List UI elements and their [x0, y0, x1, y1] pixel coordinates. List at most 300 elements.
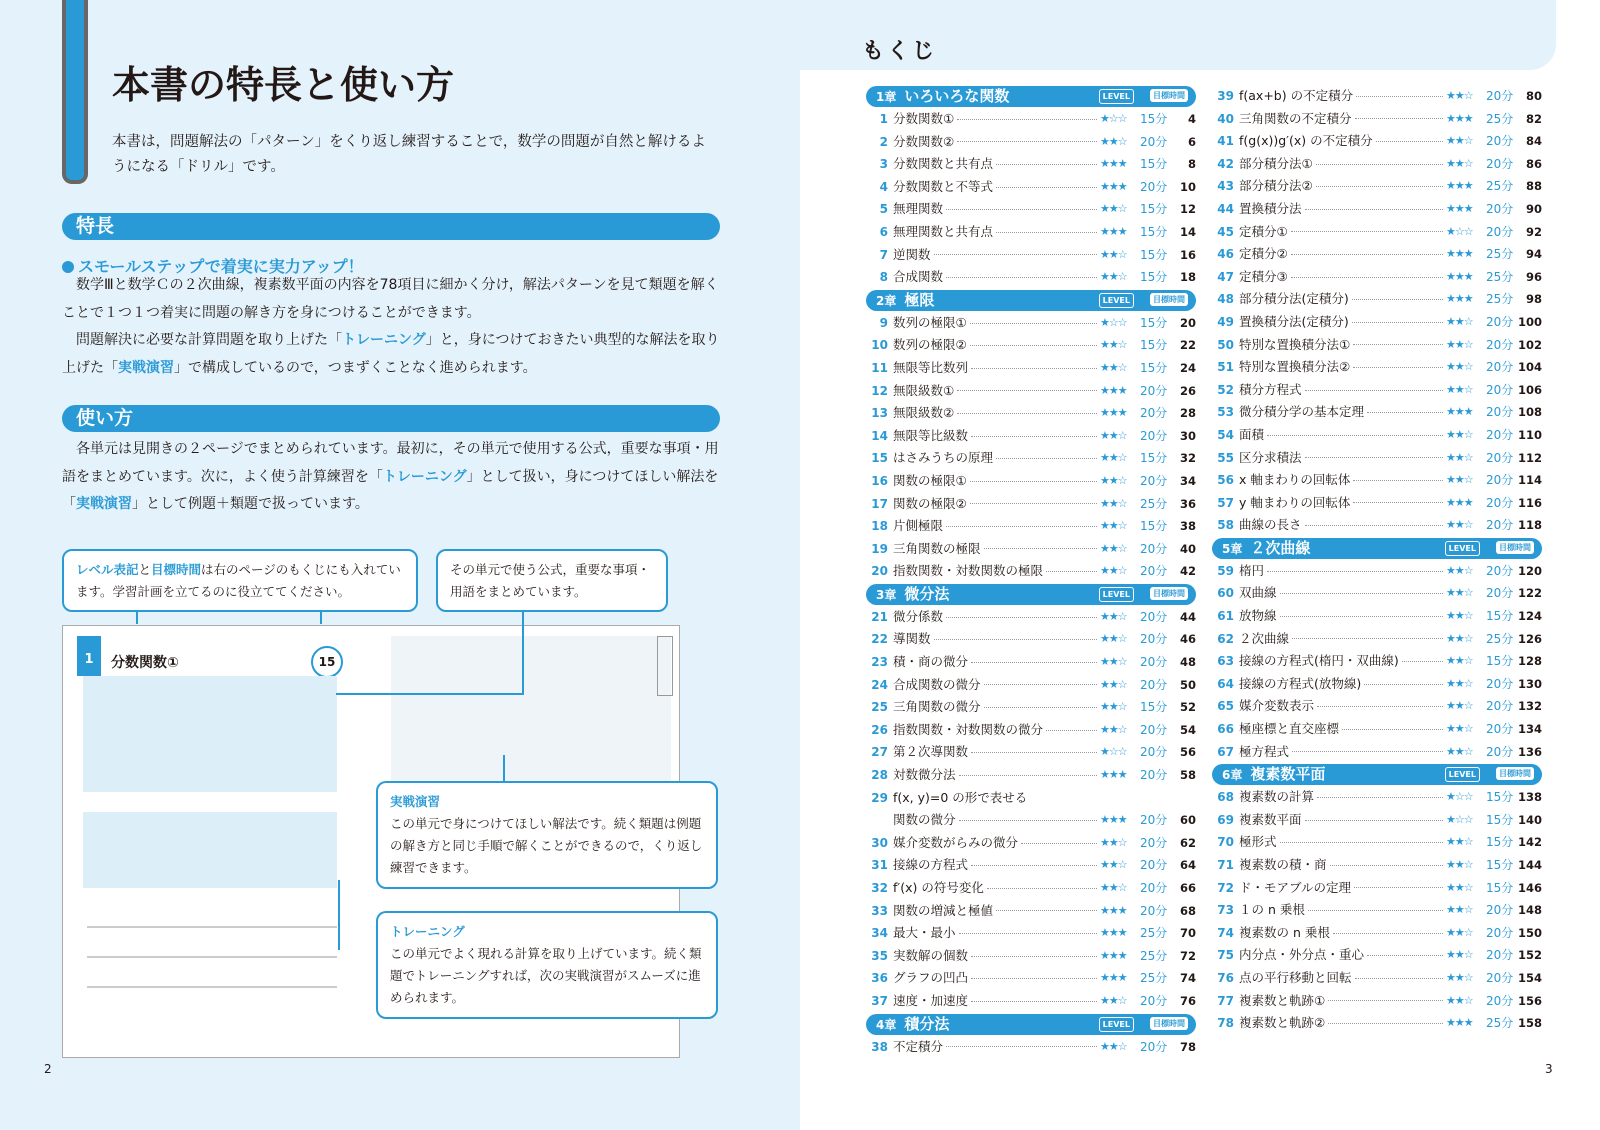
entry-page: 114: [1518, 473, 1543, 488]
entry-number: 16: [871, 473, 888, 488]
toc-entry[interactable]: [866, 674, 1196, 697]
leader-dots: [1292, 638, 1443, 639]
entry-page: 110: [1518, 427, 1543, 442]
toc-title: もくじ: [862, 39, 938, 64]
arrow-line: [522, 602, 524, 694]
toc-entry[interactable]: [866, 266, 1196, 289]
target-time: 20分: [1140, 541, 1168, 556]
toc-entry[interactable]: [1212, 673, 1542, 696]
toc-entry[interactable]: [866, 651, 1196, 674]
target-time: 15分: [1140, 360, 1168, 375]
entry-title: f(x, y)=0 の形で表せる: [893, 789, 1028, 805]
toc-entry[interactable]: [866, 221, 1196, 244]
level-stars: ★★☆: [1446, 450, 1473, 464]
entry-number: 26: [871, 722, 888, 737]
level-stars: ★★☆: [1100, 247, 1127, 261]
level-stars: ★★☆: [1446, 337, 1473, 351]
toc-entry[interactable]: [1212, 288, 1542, 311]
entry-page: 126: [1518, 631, 1543, 646]
entry-number: 50: [1217, 337, 1234, 352]
entry-page: 68: [1179, 903, 1196, 918]
entry-title: 積分方程式: [1239, 381, 1302, 397]
sample-formula-box: [83, 676, 337, 792]
toc-entry[interactable]: [866, 312, 1196, 335]
leader-dots: [946, 1046, 1097, 1047]
entry-page: 134: [1518, 722, 1543, 737]
entry-title: １の n 乗根: [1239, 902, 1305, 918]
level-stars: ★★★: [1446, 495, 1473, 509]
entry-number: 52: [1217, 382, 1234, 397]
entry-title: 積・商の微分: [893, 654, 969, 670]
entry-title: 複素数平面: [1239, 811, 1302, 827]
entry-page: 46: [1179, 632, 1196, 647]
entry-title: 極方程式: [1239, 743, 1290, 759]
entry-title: 速度・加速度: [893, 992, 969, 1008]
time-badge: 目標時間: [1150, 1017, 1188, 1030]
entry-page: 90: [1525, 201, 1542, 216]
target-time: 20分: [1486, 563, 1514, 578]
toc-entry[interactable]: [866, 809, 1196, 832]
entry-page: 22: [1179, 338, 1196, 353]
level-stars: ★★☆: [1446, 89, 1473, 102]
toc-entry[interactable]: [866, 628, 1196, 651]
target-time: 15分: [1140, 451, 1168, 466]
entry-page: 102: [1518, 337, 1543, 352]
entry-number: 18: [871, 519, 888, 534]
toc-entry[interactable]: [866, 131, 1196, 154]
entry-title: 複素数の積・商: [1239, 857, 1327, 872]
leader-dots: [1046, 571, 1097, 572]
entry-page: 26: [1179, 383, 1196, 398]
arrow-line: [338, 880, 340, 950]
target-time: 15分: [1140, 247, 1168, 262]
entry-title: 置換積分法: [1239, 200, 1302, 216]
toc-entry[interactable]: [1212, 447, 1542, 470]
level-stars: ★★☆: [1446, 473, 1473, 487]
toc-entry[interactable]: [1212, 85, 1542, 108]
toc-entry[interactable]: [1212, 311, 1542, 334]
toc-entry[interactable]: [1212, 108, 1542, 131]
level-stars: ★★☆: [1446, 676, 1473, 690]
toc-entry[interactable]: [1212, 514, 1542, 537]
toc-entry[interactable]: [1212, 130, 1542, 153]
level-stars: ★★☆: [1446, 563, 1473, 577]
entry-title: 特別な置換積分法①: [1239, 336, 1351, 352]
toc-entry[interactable]: [866, 696, 1196, 719]
level-badge: LEVEL: [1445, 541, 1480, 556]
level-stars: ★☆☆: [1100, 112, 1127, 125]
entry-number: 30: [871, 835, 888, 850]
toc-entry[interactable]: [1212, 741, 1542, 764]
toc-entry[interactable]: [866, 334, 1196, 357]
toc-entry[interactable]: [1212, 334, 1542, 357]
callout-level: レベル表記と目標時間は右のページのもくじにも入れています。学習計画を立てるのに役立ててください。: [62, 549, 418, 612]
leader-dots: [971, 752, 1097, 753]
entry-title: 定積分①: [1239, 223, 1288, 239]
level-stars: ★★☆: [1446, 518, 1473, 532]
entry-number: 34: [871, 926, 888, 941]
entry-number: 28: [871, 768, 888, 783]
leader-dots: [1328, 1000, 1443, 1001]
entry-title: 関数の極限①: [893, 472, 967, 488]
entry-number: 17: [871, 496, 888, 511]
target-time: 20分: [1486, 518, 1514, 533]
level-stars: ★☆☆: [1100, 315, 1127, 329]
entry-title: 複素数の計算: [1239, 789, 1315, 805]
leader-dots: [1364, 684, 1443, 685]
level-stars: ★★☆: [1446, 880, 1473, 894]
chapter-heading: 6章 複素数平面 LEVEL 目標時間: [1212, 764, 1542, 785]
entry-page: 52: [1179, 700, 1196, 715]
target-time: 25分: [1486, 179, 1514, 194]
entry-number: 20: [871, 564, 888, 579]
entry-number: 74: [1217, 925, 1234, 940]
toc-entry[interactable]: [866, 606, 1196, 629]
toc-column-2: [1212, 85, 1542, 1035]
toc-entry[interactable]: [866, 741, 1196, 764]
toc-entry[interactable]: [866, 380, 1196, 403]
toc-entry[interactable]: [1212, 469, 1542, 492]
toc-entry[interactable]: [866, 877, 1196, 900]
entry-page: 30: [1179, 428, 1196, 443]
leader-dots: [996, 910, 1097, 911]
leader-dots: [1330, 865, 1443, 866]
entry-page: 118: [1518, 518, 1543, 533]
entry-page: 96: [1525, 269, 1542, 284]
entry-page: 74: [1179, 971, 1196, 986]
toc-entry[interactable]: [1212, 944, 1542, 967]
toc-entry[interactable]: [1212, 379, 1542, 402]
arrow-line: [336, 693, 524, 695]
leader-dots: [1328, 1023, 1443, 1024]
entry-page: 42: [1179, 564, 1196, 579]
arrow-line: [503, 755, 505, 783]
leader-dots: [970, 481, 1097, 482]
toc-entry[interactable]: [1212, 198, 1542, 221]
toc-entry[interactable]: [866, 764, 1196, 787]
entry-title: 部分積分法②: [1239, 178, 1313, 194]
toc-entry[interactable]: [866, 900, 1196, 923]
level-stars: ★★☆: [1446, 586, 1473, 600]
toc-entry[interactable]: [866, 719, 1196, 742]
title-accent-bar: [62, 0, 88, 184]
toc-entry[interactable]: [866, 787, 1196, 810]
leader-dots: [996, 232, 1097, 233]
page-number-left: 2: [44, 1062, 52, 1076]
target-time: 15分: [1140, 270, 1168, 285]
entry-title: 不定積分: [893, 1038, 944, 1054]
entry-title: y 軸まわりの回転体: [1239, 494, 1351, 510]
entry-number: 7: [879, 247, 888, 262]
level-stars: ★★☆: [1446, 156, 1473, 170]
entry-number: 64: [1217, 676, 1234, 691]
toc-entry[interactable]: [1212, 809, 1542, 832]
level-stars: ★★☆: [1100, 338, 1127, 352]
toc-entry[interactable]: [1212, 221, 1542, 244]
leader-dots: [1267, 435, 1443, 436]
level-stars: ★★☆: [1446, 970, 1473, 984]
level-stars: ★☆☆: [1446, 224, 1473, 238]
toc-entry[interactable]: [1212, 695, 1542, 718]
usage-paragraph: 各単元は見開きの２ページでまとめられています。最初に，その単元で使用する公式，重要な事項・用語をまとめています。次に，よく使う計算練習を「トレーニング」として扱い，身につけてほしい解法を「実戦演習」として例題＋類題で扱っています。: [62, 441, 719, 512]
entry-title: 点の平行移動と回転: [1239, 969, 1352, 985]
level-stars: ★★☆: [1100, 858, 1127, 872]
leader-dots: [1317, 797, 1443, 798]
leader-dots: [971, 436, 1097, 437]
toc-entry[interactable]: [866, 1036, 1196, 1059]
entry-number: 56: [1217, 473, 1234, 488]
entry-page: 56: [1179, 745, 1196, 760]
toc-entry[interactable]: [866, 425, 1196, 448]
entry-title: 無限級数②: [893, 405, 955, 421]
toc-entry[interactable]: [1212, 899, 1542, 922]
entry-page: 130: [1518, 676, 1543, 691]
entry-title: f′(x) の符号変化: [893, 880, 984, 895]
entry-page: 80: [1525, 89, 1542, 103]
toc-entry[interactable]: [866, 108, 1196, 131]
toc-entry[interactable]: [1212, 1012, 1542, 1035]
toc-entry[interactable]: [1212, 175, 1542, 198]
level-stars: ★★☆: [1100, 700, 1127, 714]
toc-entry[interactable]: [866, 515, 1196, 538]
entry-number: 21: [871, 609, 888, 624]
entry-page: 70: [1179, 926, 1196, 941]
leader-dots: [1355, 118, 1443, 119]
entry-number: 5: [879, 202, 888, 217]
entry-title: 置換積分法(定積分): [1239, 313, 1349, 329]
toc-entry[interactable]: [1212, 831, 1542, 854]
chapter-heading: 1章 いろいろな関数 LEVEL 目標時間: [866, 86, 1196, 107]
toc-entry[interactable]: [866, 560, 1196, 583]
leader-dots: [970, 323, 1097, 324]
leader-dots: [1267, 571, 1443, 572]
toc-entry[interactable]: [1212, 560, 1542, 583]
leader-dots: [934, 639, 1097, 640]
toc-entry[interactable]: [1212, 967, 1542, 990]
entry-title: 分数関数②: [893, 133, 955, 149]
entry-page: 64: [1179, 858, 1196, 873]
target-time: 20分: [1140, 903, 1168, 918]
entry-number: 77: [1217, 993, 1234, 1008]
entry-number: 53: [1217, 405, 1234, 420]
target-time: 20分: [1486, 405, 1514, 420]
toc-entry[interactable]: [866, 244, 1196, 267]
target-time: 25分: [1486, 292, 1514, 307]
toc-entry[interactable]: [1212, 628, 1542, 651]
target-time: 20分: [1486, 925, 1514, 940]
leader-dots: [971, 368, 1097, 369]
entry-title: 対数微分法: [893, 767, 956, 783]
entry-page: 88: [1525, 179, 1542, 194]
target-time: 20分: [1140, 473, 1168, 488]
level-stars: ★★☆: [1446, 654, 1473, 668]
entry-page: 132: [1518, 699, 1543, 714]
entry-title: 双曲線: [1239, 585, 1277, 601]
target-time: 20分: [1486, 450, 1514, 465]
leader-dots: [959, 933, 1097, 934]
entry-number: 48: [1217, 292, 1234, 307]
entry-number: 15: [871, 451, 888, 466]
leader-dots: [970, 345, 1097, 346]
entry-page: 40: [1179, 541, 1196, 556]
target-time: 20分: [1486, 382, 1514, 397]
target-time: 25分: [1486, 111, 1514, 126]
toc-entry[interactable]: [866, 967, 1196, 990]
entry-title: 複素数の n 乗根: [1239, 924, 1330, 940]
entry-page: 54: [1179, 722, 1196, 737]
time-badge: 目標時間: [1150, 293, 1188, 306]
leader-dots: [1292, 751, 1443, 752]
level-stars: ★★★: [1100, 224, 1127, 238]
toc-entry[interactable]: [866, 198, 1196, 221]
leader-dots: [957, 390, 1097, 391]
entry-title: 指数関数・対数関数の微分: [893, 721, 1044, 737]
entry-number: 65: [1217, 699, 1234, 714]
target-time: 20分: [1140, 881, 1168, 895]
entry-page: 86: [1525, 156, 1542, 171]
toc-entry[interactable]: [866, 402, 1196, 425]
target-time: 20分: [1486, 722, 1514, 737]
toc-entry[interactable]: [866, 922, 1196, 945]
level-stars: ★★☆: [1100, 519, 1127, 533]
chapter-heading: 5章 ２次曲線 LEVEL 目標時間: [1212, 538, 1542, 559]
time-badge: 目標時間: [1150, 587, 1188, 600]
entry-page: 60: [1179, 813, 1196, 828]
entry-title: 区分求積法: [1239, 449, 1302, 465]
toc-entry[interactable]: [1212, 650, 1542, 673]
level-stars: ★★☆: [1446, 744, 1473, 758]
entry-page: 140: [1518, 812, 1543, 827]
level-badge: LEVEL: [1099, 293, 1134, 308]
level-stars: ★★☆: [1446, 835, 1473, 849]
entry-page: 48: [1179, 655, 1196, 670]
toc-entry[interactable]: [1212, 153, 1542, 176]
level-stars: ★★☆: [1100, 202, 1127, 216]
target-time: 15分: [1486, 858, 1514, 872]
toc-entry[interactable]: [866, 538, 1196, 561]
leader-dots: [970, 503, 1097, 504]
target-time: 20分: [1140, 813, 1168, 828]
leader-dots: [959, 775, 1097, 776]
toc-entry[interactable]: [1212, 877, 1542, 900]
leader-dots: [1291, 277, 1443, 278]
toc-entry[interactable]: [1212, 922, 1542, 945]
toc-entry[interactable]: [1212, 990, 1542, 1013]
level-stars: ★★★: [1446, 179, 1473, 193]
leader-dots: [1333, 933, 1443, 934]
feature-paragraph-2: 問題解決に必要な計算問題を取り上げた「トレーニング」と，身につけておきたい典型的な解法を取り上げた「実戦演習」で構成しているので，つまずくことなく進められます。: [62, 332, 720, 376]
toc-entry[interactable]: [1212, 854, 1542, 877]
leader-dots: [1342, 729, 1443, 730]
entry-number: 60: [1217, 586, 1234, 601]
entry-title: 三角関数の極限: [893, 540, 981, 556]
entry-title: 定積分③: [1239, 268, 1288, 284]
entry-page: 128: [1518, 654, 1543, 669]
entry-title: 分数関数①: [893, 111, 955, 126]
toc-entry[interactable]: [866, 493, 1196, 516]
target-time: 15分: [1486, 812, 1514, 827]
level-stars: ★★☆: [1446, 925, 1473, 939]
entry-title: 定積分②: [1239, 246, 1288, 262]
toc-entry[interactable]: [866, 447, 1196, 470]
entry-title: 最大・最小: [893, 925, 956, 941]
level-stars: ★★☆: [1100, 473, 1127, 487]
toc-entry[interactable]: [866, 357, 1196, 380]
target-time: 25分: [1486, 1016, 1514, 1031]
leader-dots: [946, 277, 1097, 278]
toc-entry[interactable]: [1212, 718, 1542, 741]
toc-entry[interactable]: [1212, 424, 1542, 447]
toc-entry[interactable]: [1212, 401, 1542, 424]
entry-page: 154: [1518, 970, 1543, 985]
entry-number: 1: [879, 112, 888, 126]
entry-number: 47: [1217, 269, 1234, 284]
toc-entry[interactable]: [1212, 582, 1542, 605]
target-time: 20分: [1140, 835, 1168, 850]
entry-page: 78: [1179, 1039, 1196, 1054]
entry-page: 38: [1179, 519, 1196, 534]
level-badge: LEVEL: [1099, 89, 1134, 104]
entry-number: 23: [871, 655, 888, 670]
level-stars: ★★☆: [1100, 609, 1127, 623]
level-stars: ★★☆: [1100, 881, 1127, 894]
target-time: 20分: [1140, 677, 1168, 692]
toc-entry[interactable]: [1212, 786, 1542, 809]
level-stars: ★★☆: [1446, 382, 1473, 396]
target-time: 20分: [1140, 179, 1168, 194]
toc-entry[interactable]: [866, 153, 1196, 176]
leader-dots: [1352, 299, 1443, 300]
level-stars: ★☆☆: [1446, 812, 1473, 826]
leader-dots: [1291, 254, 1443, 255]
entry-title: 接線の方程式(楕円・双曲線): [1239, 653, 1399, 669]
target-time: 15分: [1486, 654, 1514, 669]
page-title: 本書の特長と使い方: [112, 63, 455, 107]
entry-title: 無理関数と共有点: [893, 223, 994, 239]
toc-entry[interactable]: [866, 470, 1196, 493]
toc-entry[interactable]: [866, 990, 1196, 1013]
entry-number: 14: [871, 428, 888, 443]
toc-entry[interactable]: [1212, 243, 1542, 266]
entry-number: 3: [879, 157, 888, 172]
toc-entry[interactable]: [1212, 492, 1542, 515]
toc-entry[interactable]: [1212, 605, 1542, 628]
entry-number: 76: [1217, 970, 1234, 985]
entry-number: 45: [1217, 224, 1234, 239]
toc-entry[interactable]: [866, 854, 1196, 877]
entry-page: 14: [1179, 224, 1196, 239]
sample-line: [87, 986, 337, 988]
toc-entry[interactable]: [866, 176, 1196, 199]
entry-page: 100: [1518, 314, 1543, 329]
entry-page: 98: [1525, 292, 1542, 307]
leader-dots: [1305, 820, 1443, 821]
leader-dots: [1402, 661, 1443, 662]
entry-page: 28: [1179, 406, 1196, 421]
entry-number: 41: [1217, 134, 1234, 149]
level-stars: ★☆☆: [1100, 745, 1127, 759]
entry-title: 媒介変数表示: [1239, 698, 1315, 714]
toc-entry[interactable]: [1212, 266, 1542, 289]
toc-entry[interactable]: [866, 945, 1196, 968]
entry-page: 116: [1518, 495, 1543, 510]
entry-page: 66: [1179, 881, 1196, 895]
toc-entry[interactable]: [866, 832, 1196, 855]
target-time: 25分: [1486, 247, 1514, 262]
entry-page: 112: [1518, 450, 1543, 465]
target-time: 20分: [1486, 314, 1514, 329]
toc-entry[interactable]: [1212, 356, 1542, 379]
